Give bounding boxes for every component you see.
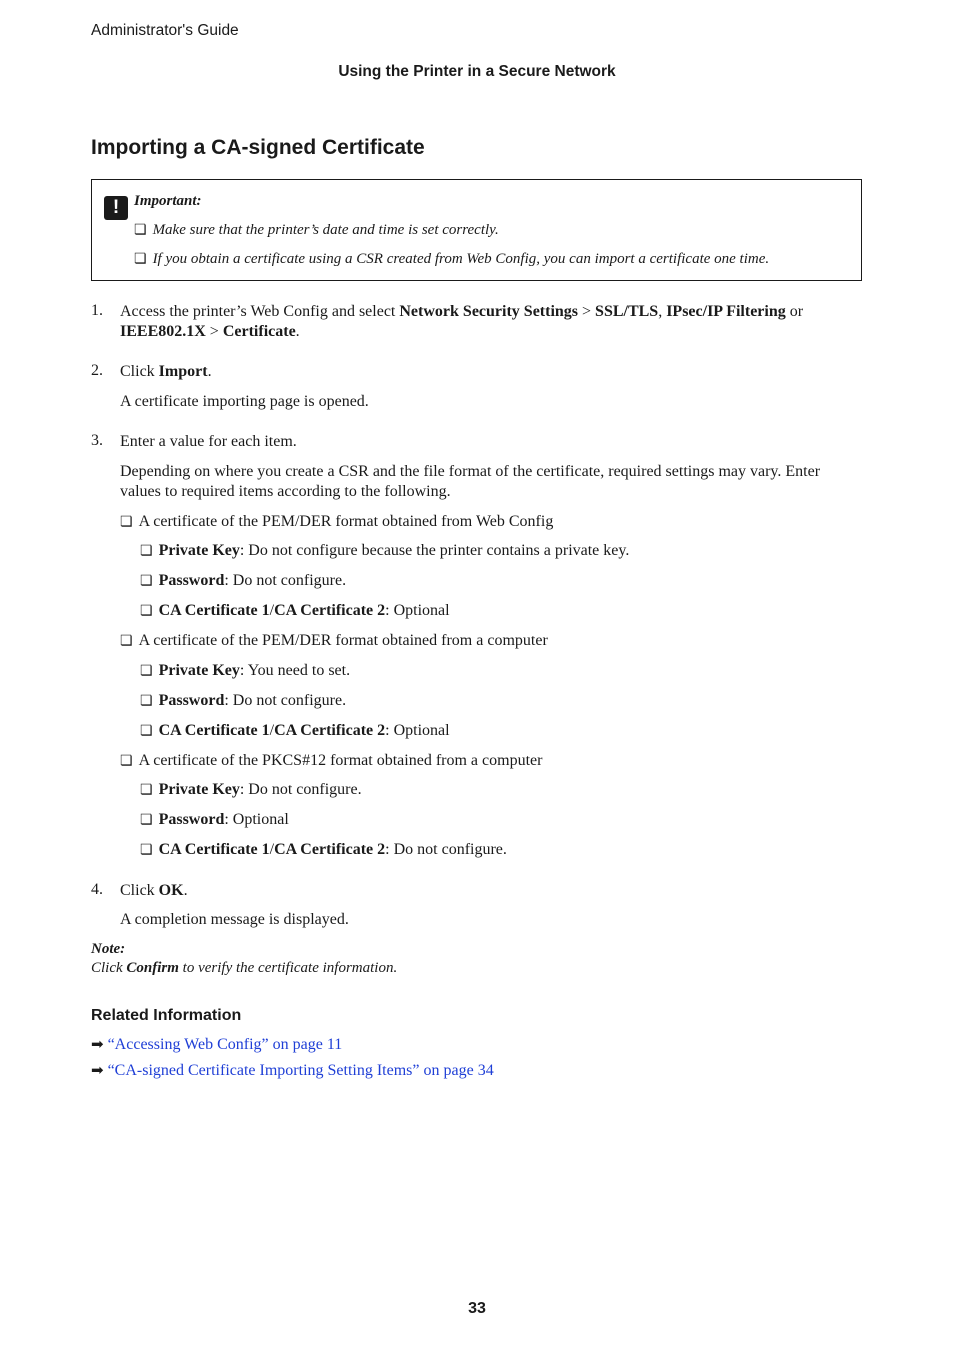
step-number: 1. — [91, 302, 103, 319]
related-link-ca-signed-setting-items[interactable]: “CA-signed Certificate Importing Setting Items” on page 34 — [107, 1062, 494, 1079]
page-title: Importing a CA-signed Certificate — [91, 136, 425, 159]
setting-item: ❏ Private Key: Do not configure because the printer contains a private key. — [140, 542, 630, 559]
checkbox-bullet-icon: ❏ — [120, 515, 133, 530]
certificate-type-item: ❏ A certificate of the PKCS#12 format obtained from a computer — [120, 752, 543, 769]
note-text: Click Confirm to verify the certificate information. — [91, 960, 398, 976]
checkbox-bullet-icon: ❏ — [140, 694, 153, 709]
important-box — [91, 179, 862, 281]
important-label: Important: — [134, 193, 202, 209]
important-item: ❏ Make sure that the printer’s date and time is set correctly. — [134, 222, 499, 238]
arrow-right-icon: ➡ — [91, 1061, 104, 1079]
checkbox-bullet-icon: ❏ — [140, 724, 153, 739]
running-header: Administrator's Guide — [91, 22, 239, 39]
checkbox-bullet-icon: ❏ — [140, 843, 153, 858]
checkbox-bullet-icon: ❏ — [134, 223, 147, 238]
step-1-text: Access the printer’s Web Config and select Network Security Settings > SSL/TLS, IPsec/IP Filtering or IEEE802.1X > Certificate. — [120, 303, 804, 340]
step-3-text: Enter a value for each item. — [120, 433, 297, 450]
related-link-row — [91, 1035, 342, 1054]
arrow-right-icon: ➡ — [91, 1035, 104, 1053]
step-2-result: A certificate importing page is opened. — [120, 393, 369, 410]
step-4-result: A completion message is displayed. — [120, 911, 349, 928]
setting-item: ❏ Private Key: Do not configure. — [140, 781, 362, 798]
setting-item: ❏ CA Certificate 1/CA Certificate 2: Optional — [140, 602, 450, 619]
checkbox-bullet-icon: ❏ — [120, 634, 133, 649]
checkbox-bullet-icon: ❏ — [140, 574, 153, 589]
checkbox-bullet-icon: ❏ — [140, 813, 153, 828]
setting-item: ❏ Password: Do not configure. — [140, 572, 347, 589]
checkbox-bullet-icon: ❏ — [140, 604, 153, 619]
checkbox-bullet-icon: ❏ — [134, 252, 147, 267]
section-header: Using the Printer in a Secure Network — [338, 63, 616, 80]
step-2-text: Click Import. — [120, 363, 212, 380]
certificate-type-item: ❏ A certificate of the PEM/DER format obtained from Web Config — [120, 513, 554, 530]
step-number: 4. — [91, 881, 103, 898]
setting-item: ❏ Password: Optional — [140, 811, 289, 828]
checkbox-bullet-icon: ❏ — [140, 783, 153, 798]
setting-item: ❏ Password: Do not configure. — [140, 692, 347, 709]
page-number: 33 — [468, 1300, 486, 1317]
important-item: ❏ If you obtain a certificate using a CSR created from Web Config, you can import a certificate one time. — [134, 251, 770, 267]
certificate-type-item: ❏ A certificate of the PEM/DER format obtained from a computer — [120, 632, 548, 649]
step-3-description: Depending on where you create a CSR and the file format of the certificate, required settings may vary. Enter values to required items according to the following. — [120, 463, 821, 500]
setting-item: ❏ Private Key: You need to set. — [140, 662, 351, 679]
note-label: Note: — [91, 941, 126, 957]
checkbox-bullet-icon: ❏ — [140, 664, 153, 679]
step-number: 3. — [91, 432, 103, 449]
setting-item: ❏ CA Certificate 1/CA Certificate 2: Do not configure. — [140, 841, 507, 858]
related-information-heading: Related Information — [91, 1007, 242, 1024]
exclamation-icon: ! — [104, 196, 128, 220]
checkbox-bullet-icon: ❏ — [120, 754, 133, 769]
related-link-accessing-web-config[interactable]: “Accessing Web Config” on page 11 — [107, 1036, 343, 1053]
setting-item: ❏ CA Certificate 1/CA Certificate 2: Optional — [140, 722, 450, 739]
step-number: 2. — [91, 362, 103, 379]
checkbox-bullet-icon: ❏ — [140, 544, 153, 559]
step-4-text: Click OK. — [120, 882, 188, 899]
related-link-row — [91, 1061, 494, 1080]
